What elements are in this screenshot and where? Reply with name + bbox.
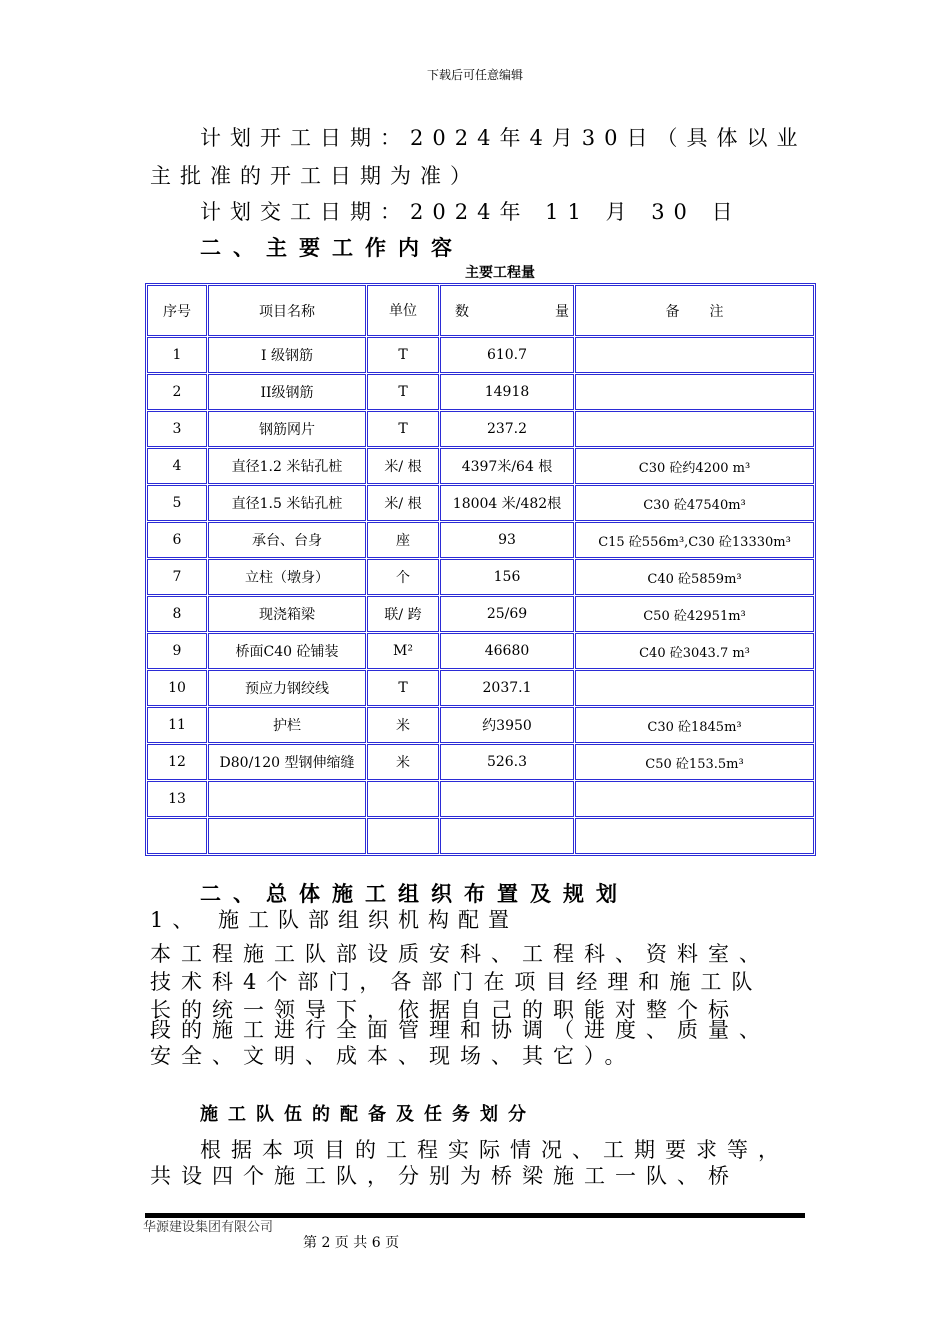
section-title-main-work: 二、主要工作内容 [200, 236, 464, 260]
page-header: 下载后可任意编辑 [426, 68, 523, 82]
cell-no: 13 [147, 781, 207, 817]
cell-unit: M² [367, 633, 439, 669]
cell-name: 立柱（墩身） [208, 559, 366, 595]
cell-no: 11 [147, 707, 207, 743]
cell-no: 5 [147, 485, 207, 521]
cell-no: 8 [147, 596, 207, 632]
table-row [147, 374, 814, 410]
table-row [147, 596, 814, 632]
para1-line4: 段的施工进行全面管理和协调（进度、质量、 [150, 1018, 770, 1042]
cell-qty: 14918 [440, 374, 574, 410]
cell-qty: 25/69 [440, 596, 574, 632]
cell-name: 现浇箱梁 [208, 596, 366, 632]
header-note [575, 285, 814, 336]
cell-unit: 米/ 根 [367, 448, 439, 484]
cell-note: C50 砼153.5m³ [575, 744, 814, 780]
table-row [147, 744, 814, 780]
cell-note [575, 337, 814, 373]
cell-qty: 156 [440, 559, 574, 595]
cell-qty: 526.3 [440, 744, 574, 780]
cell-note [575, 818, 814, 854]
para2-line2: 共设四个施工队，分别为桥梁施工一队、桥 [150, 1164, 739, 1188]
cell-unit: T [367, 670, 439, 706]
cell-name [208, 818, 366, 854]
cell-qty: 610.7 [440, 337, 574, 373]
cell-unit: T [367, 411, 439, 447]
cell-name: 预应力钢绞线 [208, 670, 366, 706]
table-row [147, 485, 814, 521]
cell-name: 钢筋网片 [208, 411, 366, 447]
cell-qty: 46680 [440, 633, 574, 669]
cell-note [575, 374, 814, 410]
para1-line2: 技术科4个部门，各部门在项目经理和施工队 [150, 970, 763, 994]
cell-no: 2 [147, 374, 207, 410]
cell-note: C30 砼47540m³ [575, 485, 814, 521]
cell-unit: T [367, 337, 439, 373]
cell-note [575, 411, 814, 447]
section2-title: 二、总体施工组织布置及规划 [200, 882, 629, 906]
table-row [147, 337, 814, 373]
header-qty-part-b: 量 [555, 303, 569, 320]
cell-unit: 个 [367, 559, 439, 595]
cell-no: 12 [147, 744, 207, 780]
header-qty [440, 285, 574, 336]
table-row [147, 522, 814, 558]
cell-no: 3 [147, 411, 207, 447]
quantity-table [145, 283, 816, 856]
cell-unit: 联/ 跨 [367, 596, 439, 632]
cell-name: I 级钢筋 [208, 337, 366, 373]
cell-name [208, 781, 366, 817]
table-row [147, 633, 814, 669]
cell-no: 1 [147, 337, 207, 373]
cell-unit [367, 818, 439, 854]
table-caption: 主要工程量 [465, 265, 535, 281]
cell-no: 10 [147, 670, 207, 706]
cell-name: II级钢筋 [208, 374, 366, 410]
start-date-line2: 主批准的开工日期为准） [150, 164, 480, 188]
cell-name: 直径1.2 米钻孔桩 [208, 448, 366, 484]
header-name: 项目名称 [208, 285, 366, 336]
cell-note: C30 砼约4200 m³ [575, 448, 814, 484]
cell-qty: 约3950 [440, 707, 574, 743]
para1-line1: 本工程施工队部设质安科、工程科、资料室、 [150, 942, 770, 966]
cell-qty [440, 818, 574, 854]
cell-name: D80/120 型钢伸缩缝 [208, 744, 366, 780]
cell-unit: 米 [367, 707, 439, 743]
cell-name: 直径1.5 米钻孔桩 [208, 485, 366, 521]
para1-line5: 安全、文明、成本、现场、其它）。 [150, 1044, 636, 1068]
cell-no: 7 [147, 559, 207, 595]
header-unit: 单位 [367, 285, 439, 336]
cell-no: 6 [147, 522, 207, 558]
table-row [147, 670, 814, 706]
table-row [147, 707, 814, 743]
cell-unit: T [367, 374, 439, 410]
cell-note [575, 670, 814, 706]
end-date-line: 计划交工日期：2024年 11 月 30 日 [200, 200, 742, 224]
header-no: 序号 [147, 285, 207, 336]
cell-qty: 93 [440, 522, 574, 558]
cell-note: C40 砼3043.7 m³ [575, 633, 814, 669]
footer-page-number: 第 2 页 共 6 页 [303, 1235, 400, 1251]
section2-sub2: 施工队伍的配备及任务划分 [200, 1104, 536, 1125]
cell-qty: 18004 米/482根 [440, 485, 574, 521]
start-date-line1: 计划开工日期：2024年4月30日（具体以业 [200, 126, 807, 150]
cell-note: C50 砼42951m³ [575, 596, 814, 632]
table-row [147, 411, 814, 447]
cell-unit: 米/ 根 [367, 485, 439, 521]
cell-unit [367, 781, 439, 817]
section2-sub1: 1、 施工队部组织机构配置 [150, 908, 519, 932]
cell-name: 承台、台身 [208, 522, 366, 558]
cell-name: 桥面C40 砼铺装 [208, 633, 366, 669]
cell-note: C40 砼5859m³ [575, 559, 814, 595]
cell-unit: 米 [367, 744, 439, 780]
cell-name: 护栏 [208, 707, 366, 743]
table-row [147, 559, 814, 595]
cell-no [147, 818, 207, 854]
cell-unit: 座 [367, 522, 439, 558]
cell-note [575, 781, 814, 817]
table-row [147, 781, 814, 817]
table-row [147, 448, 814, 484]
cell-note: C15 砼556m³,C30 砼13330m³ [575, 522, 814, 558]
para2-line1: 根据本项目的工程实际情况、工期要求等， [200, 1138, 789, 1162]
table-row [147, 818, 814, 854]
cell-note: C30 砼1845m³ [575, 707, 814, 743]
header-qty-part-a: 数 [455, 303, 469, 320]
cell-no: 4 [147, 448, 207, 484]
table-header-row [147, 285, 814, 336]
cell-qty: 237.2 [440, 411, 574, 447]
header-note-label: 备注 [665, 303, 754, 320]
cell-qty: 2037.1 [440, 670, 574, 706]
para1-line3: 长的统一领导下，依据自己的职能对整个标 [150, 998, 739, 1022]
cell-no: 9 [147, 633, 207, 669]
cell-qty [440, 781, 574, 817]
cell-qty: 4397米/64 根 [440, 448, 574, 484]
footer-company: 华源建设集团有限公司 [143, 1220, 274, 1235]
